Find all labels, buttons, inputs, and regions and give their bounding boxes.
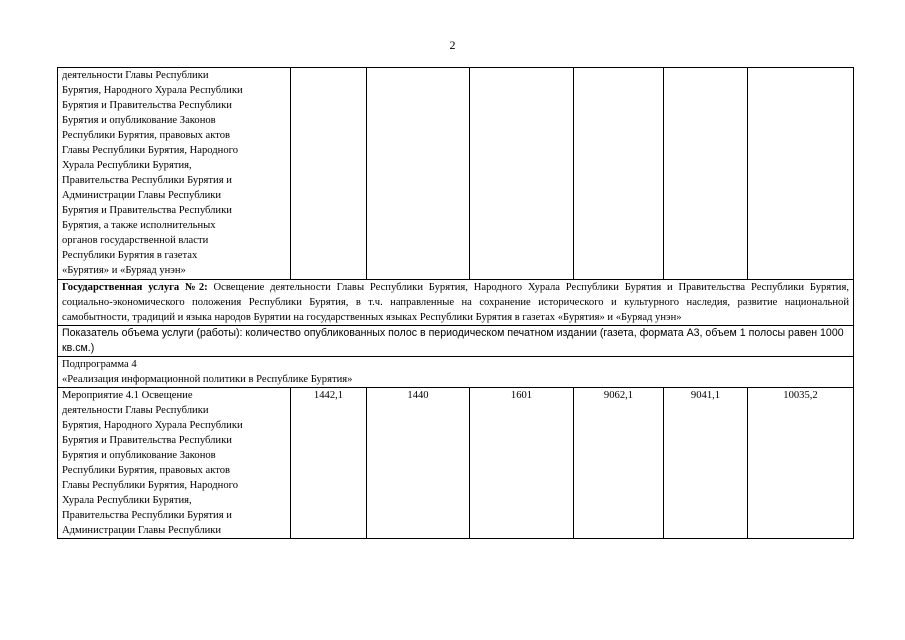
value-cell (470, 68, 574, 280)
value-cell: 1440 (367, 388, 470, 539)
value-cell: 1601 (470, 388, 574, 539)
budget-table (57, 67, 854, 539)
subprogram-number: Подпрограмма 4 (62, 359, 137, 370)
subprogram-title: «Реализация информационной политики в Республике Бурятия» (62, 374, 353, 385)
value-cell (748, 68, 854, 280)
table-row (58, 388, 854, 539)
indicator-cell: Показатель объема услуги (работы): количество опубликованных полос в периодическом печатном издании (газета, формата А3, объем 1 полосы равен 1000 кв.см.) (58, 326, 854, 357)
page-number: 2 (449, 38, 456, 52)
value-cell (574, 68, 664, 280)
value-cell (291, 68, 367, 280)
service-row (58, 280, 854, 326)
value-cell (664, 68, 748, 280)
service-title: Государственная услуга №2: (62, 282, 208, 293)
value-cell: 1442,1 (291, 388, 367, 539)
value-cell: 9062,1 (574, 388, 664, 539)
value-cell (367, 68, 470, 280)
measure-description-cell: деятельности Главы Республики Бурятия, Народного Хурала Республики Бурятия и Правительства Республики Бурятия и опубликование Законов Республики Бурятия, правовых актов Главы Республики Бурятия, Народного Хурала Республики Бурятия, Правительства Республики Бурятия и Администрации Главы Республики Бурятия и Правительства Республики Бурятия, а также исполнительных органов государственной власти Республики Бурятия в газетах «Бурятия» и «Буряад унэн» (58, 68, 291, 280)
value-cell: 10035,2 (748, 388, 854, 539)
table-row (58, 68, 854, 280)
indicator-row (58, 326, 854, 357)
subprogram-cell (58, 357, 854, 388)
subprogram-row (58, 357, 854, 388)
service-text: Освещение деятельности Главы Республики Бурятия, Народного Хурала Республики Бурятия и Правительства Республики Бурятия, социально-экономического положения Республики Бурятия, в т.ч. направленные на сохранение исторического и культурного наследия, развитие национальной самобытности, традиций и языка народов Бурятии на государственных языках Республики Бурятия в газетах «Бурятия» и «Буряад унэн» (62, 282, 849, 323)
value-cell: 9041,1 (664, 388, 748, 539)
measure-description-cell: Мероприятие 4.1 Освещение деятельности Главы Республики Бурятия, Народного Хурала Республики Бурятия и Правительства Республики Бурятия и опубликование Законов Республики Бурятия, правовых актов Главы Республики Бурятия, Народного Хурала Республики Бурятия, Правительства Республики Бурятия и Администрации Главы Республики (58, 388, 291, 539)
service-cell (58, 280, 854, 326)
